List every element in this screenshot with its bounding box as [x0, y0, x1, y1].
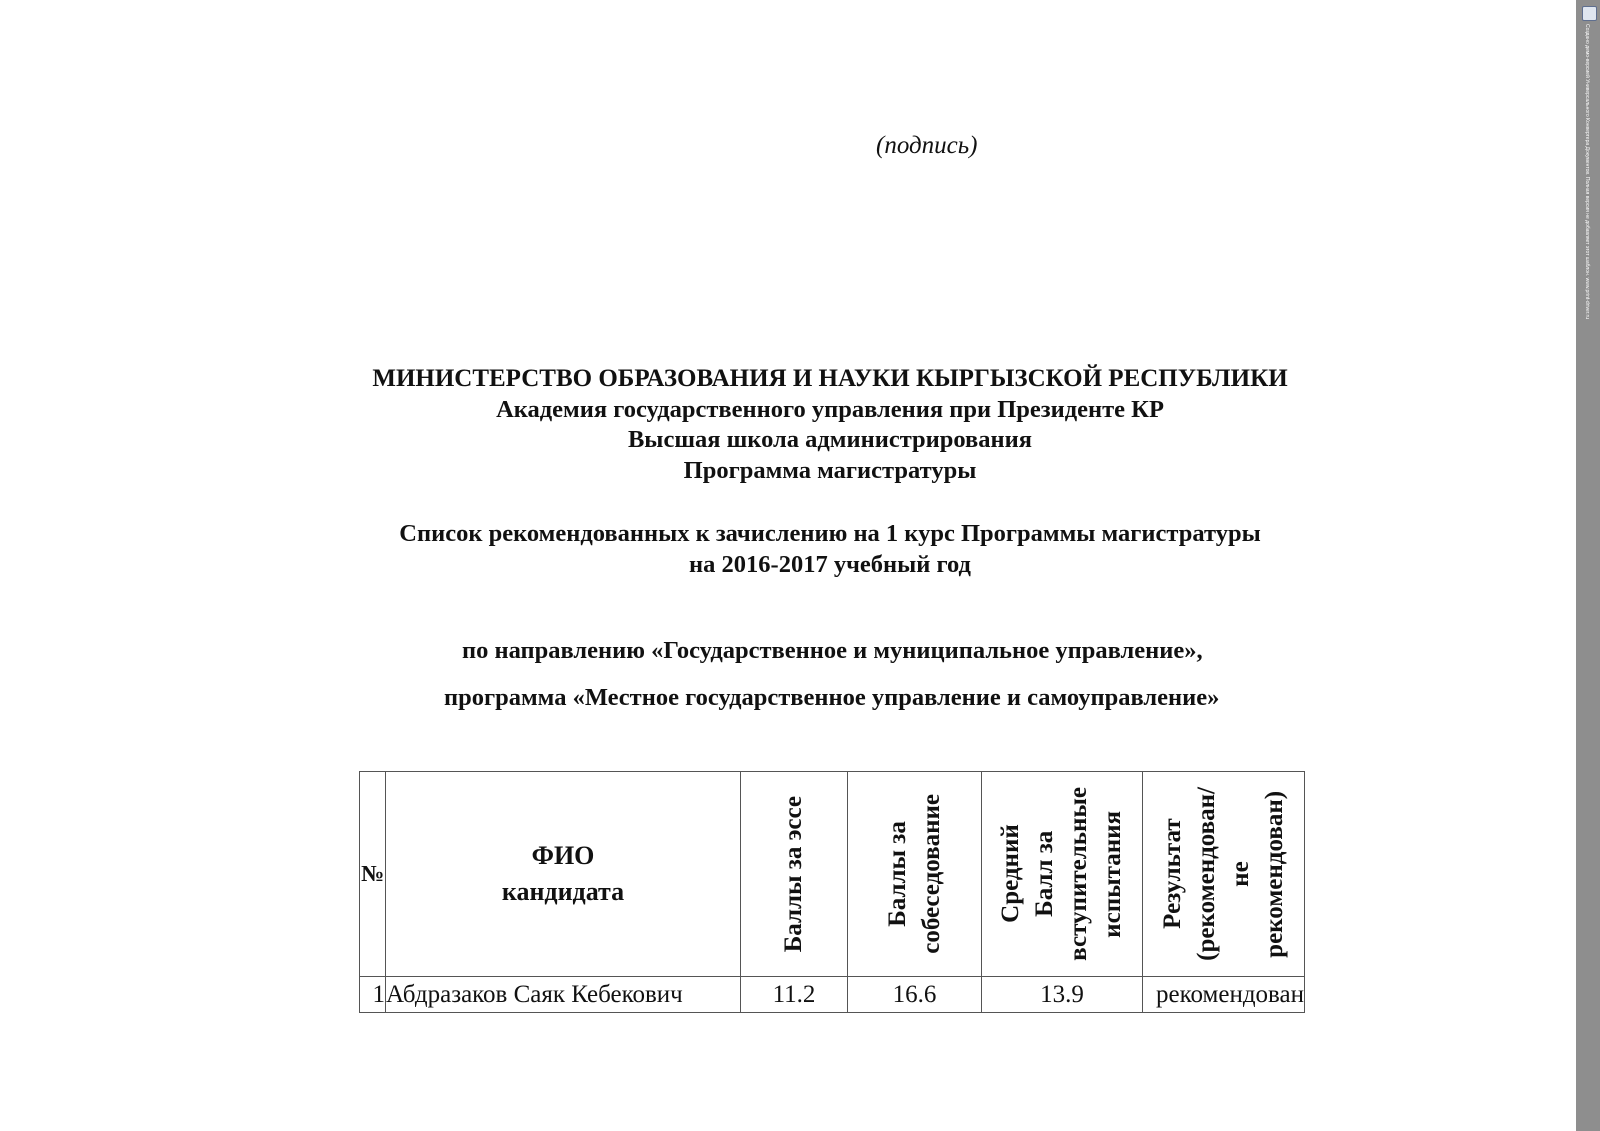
list-title-line1: Список рекомендованных к зачислению на 1 курс Программы магистратуры — [399, 520, 1261, 547]
header-result — [1143, 772, 1305, 977]
header-essay-label: Баллы за эссе — [780, 795, 807, 953]
scrollbar-thumb[interactable] — [1578, 2, 1598, 320]
header-essay — [741, 772, 848, 977]
program-type: Программа магистратуры — [683, 456, 977, 484]
watermark-text: Создано демо-версией Универсального Конвертера Документов. Полная версия не добавляет этот шаблон. www.print-driver.ru — [1584, 24, 1590, 319]
program-line: программа «Местное государственное управление и самоуправление» — [444, 684, 1220, 711]
cell-essay: 11.2 — [741, 977, 848, 1013]
table-row — [360, 977, 1305, 1013]
cell-num: 1 — [360, 977, 386, 1013]
ministry-name: МИНИСТЕРСТВО ОБРАЗОВАНИЯ И НАУКИ КЫРГЫЗСКОЙ РЕСПУБЛИКИ — [372, 365, 1288, 392]
header-fio — [386, 772, 741, 977]
cell-interview: 16.6 — [848, 977, 982, 1013]
cell-result: рекомендован — [1143, 977, 1305, 1013]
header-fio-line2: кандидата — [501, 877, 625, 906]
document-icon — [1582, 6, 1597, 21]
header-interview — [848, 772, 982, 977]
header-num: № — [360, 772, 386, 977]
signature-caption: (подпись) — [876, 132, 978, 159]
list-title — [0, 519, 1600, 580]
header-fio-line1: ФИО — [531, 841, 595, 870]
results-table — [359, 771, 1305, 1013]
cell-average: 13.9 — [982, 977, 1143, 1013]
header-result-label: Результат (рекомендован/ не рекомендован) — [1158, 787, 1288, 961]
cell-fio: Абдразаков Саяк Кебекович — [386, 977, 741, 1013]
header-average — [982, 772, 1143, 977]
academy-name: Академия государственного управления при Президенте КР — [496, 395, 1164, 423]
header-interview-label: Баллы за собеседование — [883, 794, 945, 954]
list-title-line2: на 2016-2017 учебный год — [689, 550, 971, 578]
vertical-scrollbar[interactable] — [1576, 0, 1600, 1131]
document-header — [0, 364, 1600, 486]
direction-line: по направлению «Государственное и муниципальное управление», — [462, 637, 1203, 664]
header-average-label: Средний Балл за вступительные испытания — [997, 787, 1126, 961]
table-header-row — [360, 772, 1305, 977]
school-name: Высшая школа администрирования — [627, 426, 1033, 453]
